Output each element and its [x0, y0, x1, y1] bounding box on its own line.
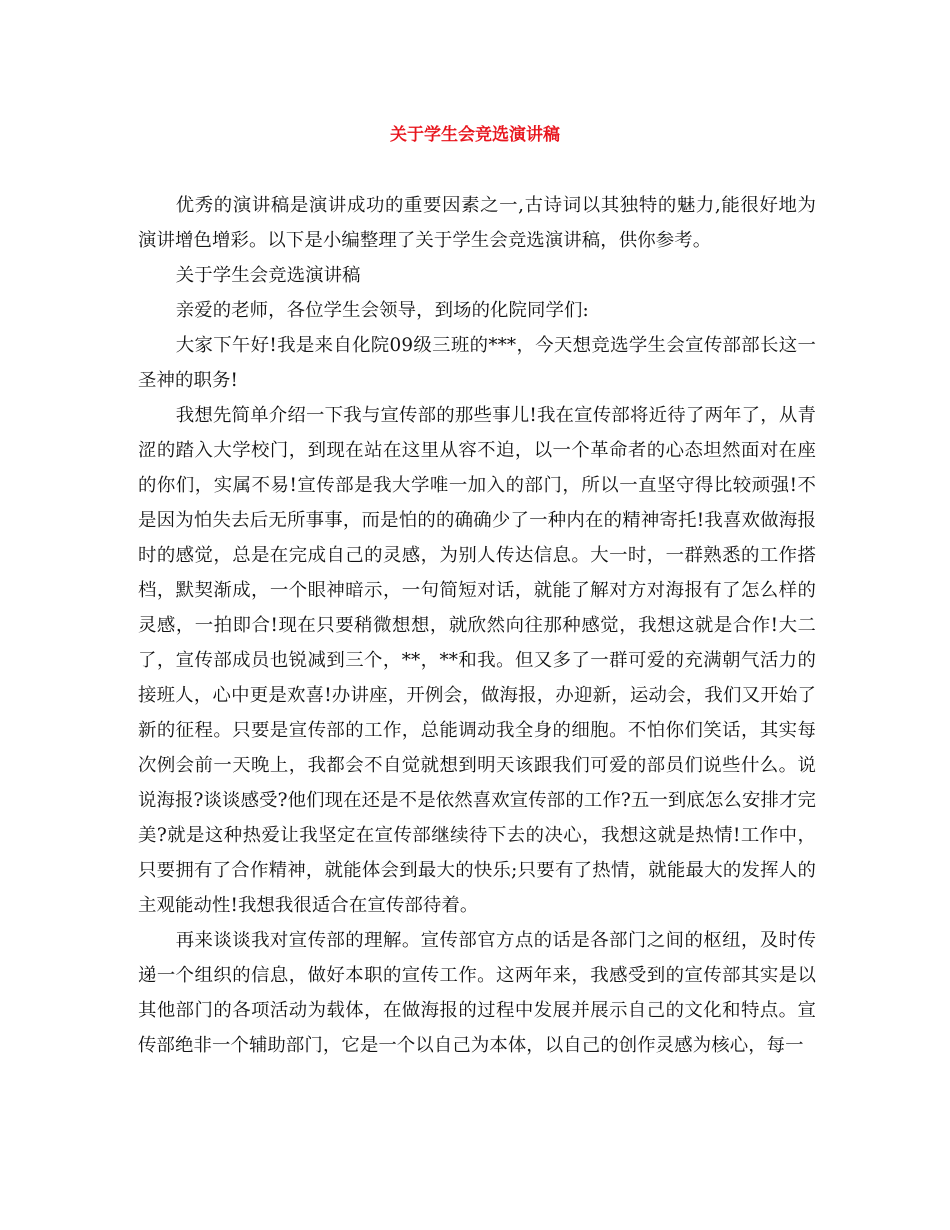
document-title: 关于学生会竞选演讲稿	[390, 125, 560, 145]
paragraph-experience: 我想先简单介绍一下我与宣传部的那些事儿!我在宣传部将近待了两年了，从青涩的踏入大学校门，到现在站在这里从容不迫，以一个革命者的心态坦然面对在座的你们，实属不易!宣传部是我大学唯一加入的部门，所以一直坚守得比较顽强!不是因为怕失去后无所事事，而是怕的的确确少了一种内在的精神寄托!我喜欢做海报时的感觉，总是在完成自己的灵感，为别人传达信息。大一时，一群熟悉的工作搭档，默契渐成，一个眼神暗示，一句简短对话，就能了解对方对海报有了怎么样的灵感，一拍即合!现在只要稍微想想，就欣然向往那种感觉，我想这就是合作!大二了，宣传部成员也锐减到三个，**，**和我。但又多了一群可爱的充满朝气活力的接班人，心中更是欢喜!办讲座，开例会，做海报，办迎新，运动会，我们又开始了新的征程。只要是宣传部的工作，总能调动我全身的细胞。不怕你们笑话，其实每次例会前一天晚上，我都会不自觉就想到明天该跟我们可爱的部员们说些什么。说说海报?谈谈感受?他们现在还是不是依然喜欢宣传部的工作?五一到底怎么安排才完美?就是这种热爱让我坚定在宣传部继续待下去的决心，我想这就是热情!工作中，只要拥有了合作精神，就能体会到最大的快乐;只要有了热情，就能最大的发挥人的主观能动性!我想我很适合在宣传部待着。	[138, 405, 816, 916]
paragraph-subtitle: 关于学生会竞选演讲稿	[175, 265, 361, 286]
document-body	[138, 188, 816, 1063]
paragraph-salutation: 亲爱的老师，各位学生会领导，到场的化院同学们:	[175, 300, 589, 321]
paragraph-understanding: 再来谈谈我对宣传部的理解。宣传部官方点的话是各部门之间的枢纽，及时传递一个组织的信息，做好本职的宣传工作。这两年来，我感受到的宣传部其实是以其他部门的各项活动为载体，在做海报的过程中发展并展示自己的文化和特点。宣传部绝非一个辅助部门，它是一个以自己为本体，以自己的创作灵感为核心，每一	[138, 930, 816, 1056]
paragraph-intro: 优秀的演讲稿是演讲成功的重要因素之一,古诗词以其独特的魅力,能很好地为演讲增色增彩。以下是小编整理了关于学生会竞选演讲稿，供你参考。	[138, 195, 816, 251]
paragraph-greeting: 大家下午好!我是来自化院09级三班的***，今天想竞选学生会宣传部部长这一圣神的职务!	[138, 335, 816, 391]
